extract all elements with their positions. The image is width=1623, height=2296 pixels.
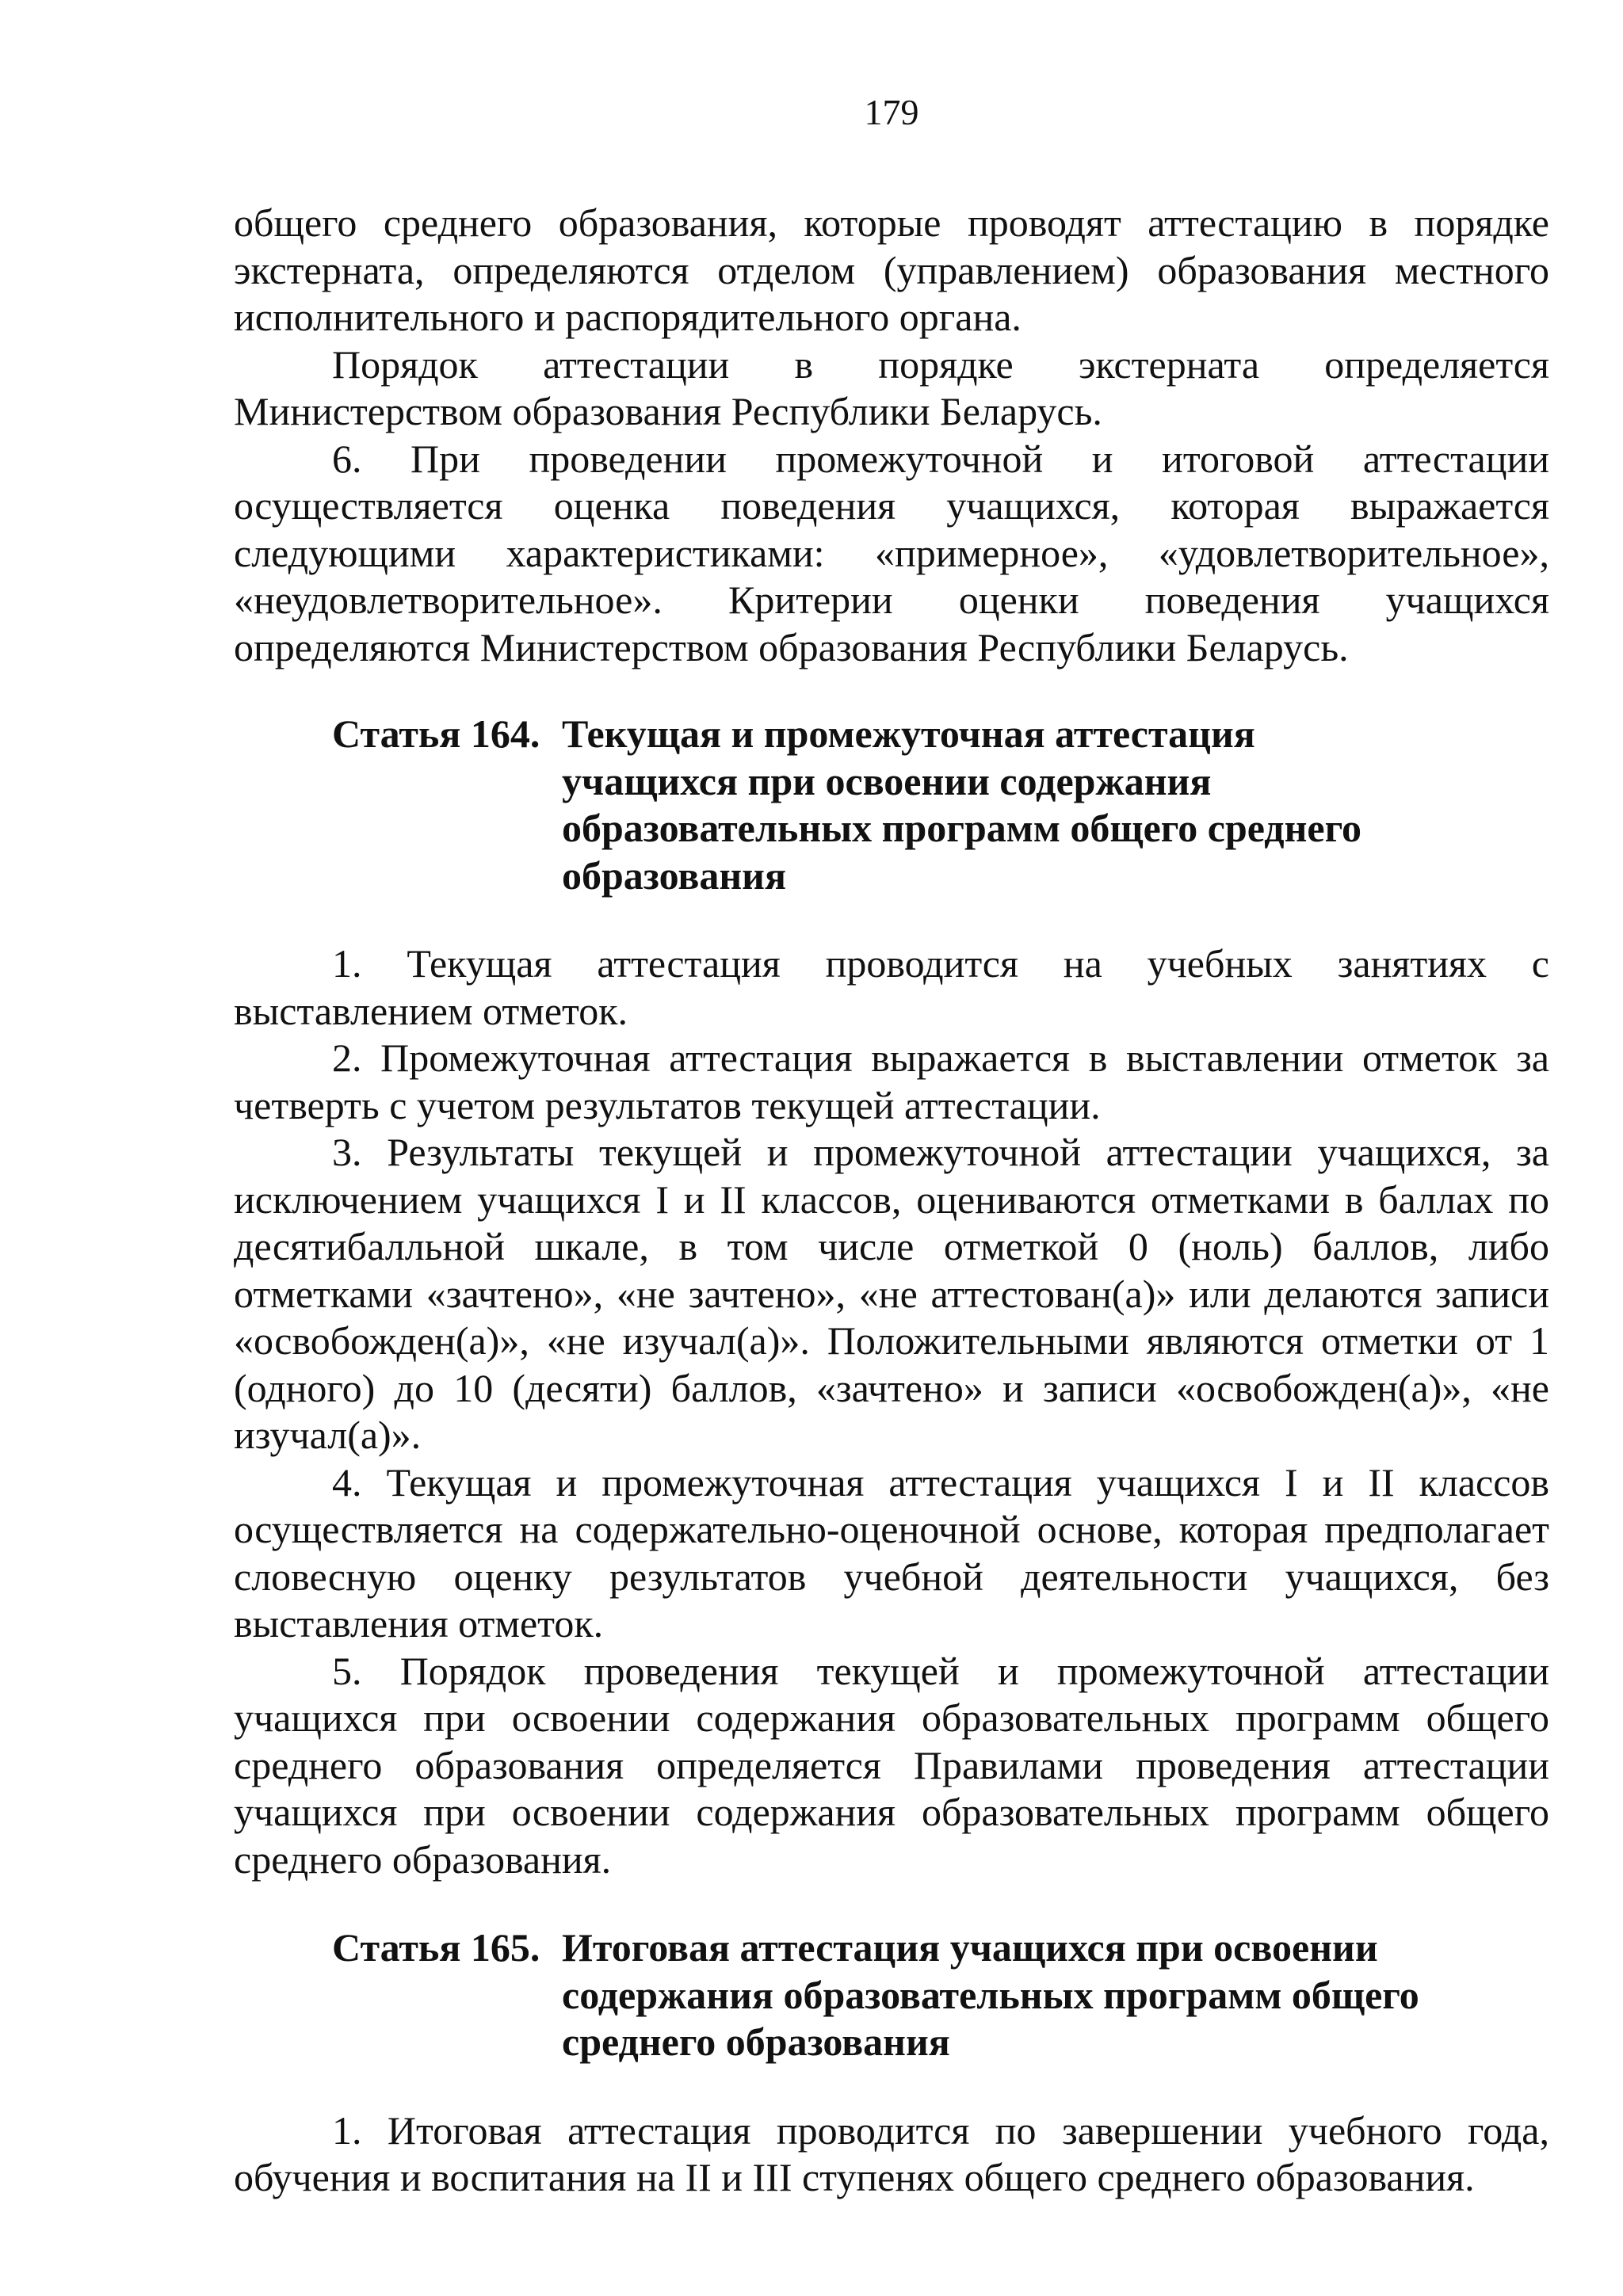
- paragraph: 4. Текущая и промежуточная аттестация учащихся I и II классов осуществляется на содержательно-оценочной основе, которая предполагает словесную оценку результатов учебной деятельности учащихся, без выставления отметок.: [234, 1459, 1549, 1646]
- article-label: Статья 164.: [332, 711, 540, 756]
- document-body: [234, 200, 1549, 2202]
- article-label: Статья 165.: [332, 1925, 540, 1970]
- article-title: Текущая и промежуточная аттестация учащихся при освоении содержания образовательных программ общего среднего образования: [562, 711, 1362, 898]
- paragraph: 5. Порядок проведения текущей и промежуточной аттестации учащихся при освоении содержания образовательных программ общего среднего образования определяется Правилами проведения аттестации учащихся при освоении содержания образовательных программ общего среднего образования.: [234, 1648, 1549, 1882]
- article-title: Итоговая аттестация учащихся при освоении содержания образовательных программ общего среднего образования: [562, 1925, 1419, 2064]
- paragraph: 2. Промежуточная аттестация выражается в выставлении отметок за четверть с учетом результатов текущей аттестации.: [234, 1035, 1549, 1127]
- page-number: 179: [864, 92, 919, 132]
- article-heading-165: [332, 1924, 1549, 2066]
- paragraph: 6. При проведении промежуточной и итоговой аттестации осуществляется оценка поведения учащихся, которая выражается следующими характеристиками: «примерное», «удовлетворительное», «неудовлетворительное». Критерии оценки поведения учащихся определяются Министерством образования Республики Беларусь.: [234, 436, 1549, 669]
- paragraph: 1. Итоговая аттестация проводится по завершении учебного года, обучения и воспитания на II и III ступенях общего среднего образования.: [234, 2107, 1549, 2199]
- document-page: [234, 0, 1549, 2296]
- paragraph: общего среднего образования, которые проводят аттестацию в порядке экстерната, определяются отделом (управлением) образования местного исполнительного и распорядительного органа.: [234, 200, 1549, 339]
- paragraph: 3. Результаты текущей и промежуточной аттестации учащихся, за исключением учащихся I и II классов, оцениваются отметками в баллах по десятибалльной шкале, в том числе отметкой 0 (ноль) баллов, либо отметками «зачтено», «не зачтено», «не аттестован(а)» или делаются записи «освобожден(а)», «не изучал(а)». Положительными являются отметки от 1 (одного) до 10 (десяти) баллов, «зачтено» и записи «освобожден(а)», «не изучал(а)».: [234, 1130, 1549, 1457]
- paragraph: Порядок аттестации в порядке экстерната определяется Министерством образования Республики Беларусь.: [234, 341, 1549, 433]
- article-heading-164: [332, 711, 1549, 899]
- paragraph: 1. Текущая аттестация проводится на учебных занятиях с выставлением отметок.: [234, 941, 1549, 1033]
